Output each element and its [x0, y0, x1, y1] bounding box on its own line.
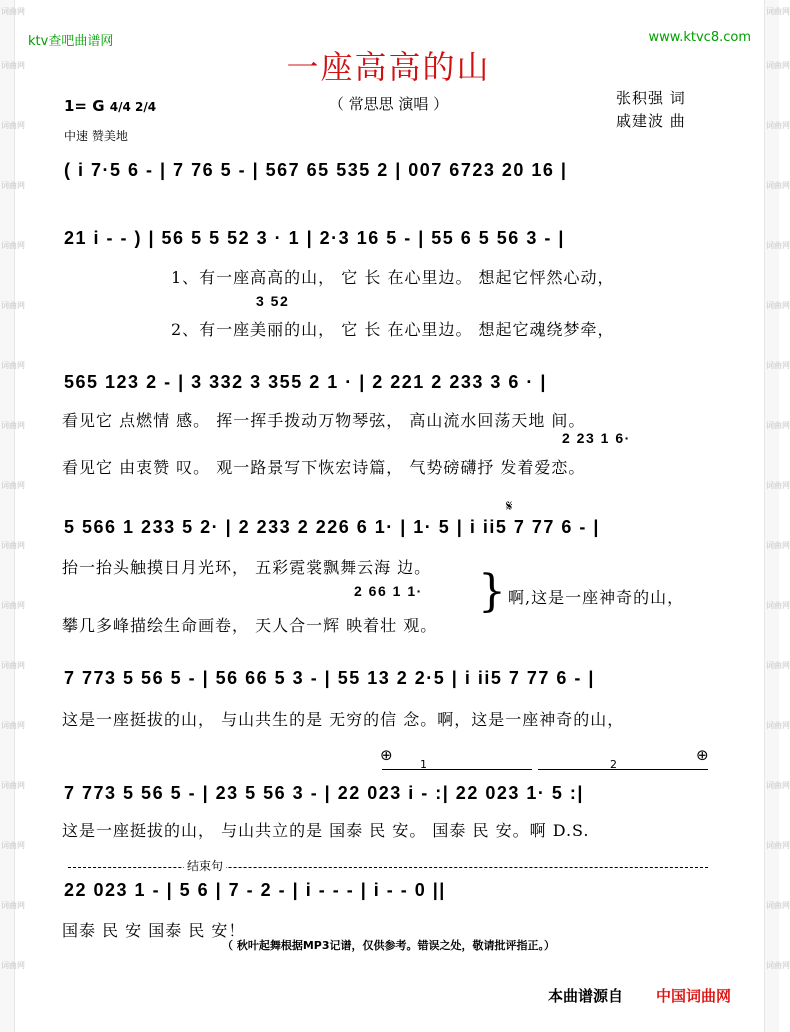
lyric-line: 这是一座挺拔的山， 与山共立的是 国泰 民 安。 国泰 民 安。啊 D.S.	[62, 821, 590, 840]
composer: 戚建波 曲	[616, 112, 686, 130]
tempo-marking: 中速 赞美地	[64, 129, 128, 143]
watermark: 词曲网	[1, 541, 25, 550]
watermark: 词曲网	[766, 481, 790, 490]
key-signature	[64, 97, 156, 115]
watermark: 词曲网	[766, 901, 790, 910]
lyric-line: 这是一座挺拔的山， 与山共生的是 无穷的信 念。啊，这是一座神奇的山，	[62, 710, 625, 729]
lyric-line: 攀几多峰描绘生命画卷， 天人合一辉 映着壮 观。	[62, 616, 438, 635]
watermark: 词曲网	[1, 841, 25, 850]
song-title: 一座高高的山	[286, 48, 491, 86]
watermark: 词曲网	[1, 781, 25, 790]
lyric-line: 国泰 民 安 国泰 民 安！	[62, 921, 246, 940]
notation-row: ( i 7·5 6 - | 7 76 5 - | 567 65 535 2 | 007 6723 20 16 |	[64, 160, 568, 180]
watermark: 词曲网	[766, 961, 790, 970]
coda-mark: ⊕	[380, 746, 393, 764]
watermark: 词曲网	[1, 601, 25, 610]
watermark: 词曲网	[1, 481, 25, 490]
watermark: 词曲网	[1, 361, 25, 370]
source-site: 中国词曲网	[656, 987, 732, 1005]
watermark: 词曲网	[766, 661, 790, 670]
performer: （ 常思思 演唱 ）	[328, 95, 449, 113]
alternate-note: 3 52	[256, 293, 290, 309]
lyric-line: 看见它 由衷赞 叹。 观一路景写下恢宏诗篇， 气势磅礴抒 发着爱恋。	[62, 458, 586, 477]
lyric-line: 抬一抬头触摸日月光环， 五彩霓裳飘舞云海 边。	[62, 558, 432, 577]
watermark: 词曲网	[1, 961, 25, 970]
watermark: 词曲网	[1, 901, 25, 910]
time-signature: 4/4 2/4	[109, 100, 157, 114]
watermark: 词曲网	[766, 541, 790, 550]
watermark: 词曲网	[766, 421, 790, 430]
watermark: 词曲网	[1, 301, 25, 310]
brace-mark: }	[478, 566, 506, 617]
volta-line-2	[538, 769, 708, 770]
site-right-label: www.ktvc8.com	[648, 30, 751, 45]
watermark: 词曲网	[1, 661, 25, 670]
watermark: 词曲网	[1, 7, 25, 16]
volta-line-1	[382, 769, 532, 770]
watermark: 词曲网	[766, 181, 790, 190]
right-margin-strip	[764, 0, 790, 1032]
lyric-line: 2、有一座美丽的山， 它 长 在心里边。 想起它魂绕梦牵，	[171, 320, 615, 339]
notation-row: 565 123 2 - | 3 332 3 355 2 1 · | 2 221 2 233 3 6 · |	[64, 372, 547, 392]
footer-note: （ 秋叶起舞根据MP3记谱，仅供参考。错误之处，敬请批评指正。）	[222, 939, 555, 952]
watermark: 词曲网	[1, 61, 25, 70]
watermark: 词曲网	[766, 601, 790, 610]
volta-2-label: 2	[610, 758, 617, 771]
watermark: 词曲网	[766, 301, 790, 310]
notation-row: 21 i - - ) | 56 5 5 52 3 · 1 | 2·3 16 5 - | 55 6 5 56 3 - |	[64, 228, 565, 248]
alternate-note: 2 23 1 6·	[562, 430, 631, 446]
left-margin-strip	[0, 0, 25, 1032]
watermark: 词曲网	[766, 841, 790, 850]
notation-row: 5 566 1 233 5 2· | 2 233 2 226 6 1· | 1· 5 | i ii5 7 77 6 - |	[64, 517, 600, 537]
volta-1-label: 1	[420, 758, 427, 771]
watermark: 词曲网	[766, 121, 790, 130]
watermark: 词曲网	[766, 361, 790, 370]
watermark: 词曲网	[766, 721, 790, 730]
watermark: 词曲网	[1, 241, 25, 250]
lyric-line: 看见它 点燃情 感。 挥一挥手拨动万物琴弦， 高山流水回荡天地 间。	[62, 411, 586, 430]
site-left-label: ktv查吧曲谱网	[28, 34, 114, 49]
watermark: 词曲网	[1, 721, 25, 730]
watermark: 词曲网	[766, 7, 790, 16]
watermark: 词曲网	[1, 181, 25, 190]
lyric-line: 啊,这是一座神奇的山，	[508, 588, 685, 607]
coda-mark: ⊕	[696, 746, 709, 764]
watermark: 词曲网	[1, 121, 25, 130]
segno-mark: 𝄋	[506, 497, 513, 515]
ending-label: 结束句	[184, 857, 226, 874]
notation-row: 22 023 1 - | 5 6 | 7 - 2 - | i - - - | i - - 0 ||	[64, 880, 446, 900]
watermark: 词曲网	[766, 781, 790, 790]
notation-row: 7 773 5 56 5 - | 56 66 5 3 - | 55 13 2 2·5 | i ii5 7 77 6 - |	[64, 668, 595, 688]
notation-row: 7 773 5 56 5 - | 23 5 56 3 - | 22 023 i - :| 22 023 1· 5 :|	[64, 783, 584, 803]
lyricist: 张积强 词	[616, 89, 686, 107]
ending-line	[68, 867, 708, 869]
key-text: 1= G	[64, 97, 105, 115]
score-sheet	[16, 0, 761, 1032]
source-label: 本曲谱源自	[548, 987, 624, 1005]
watermark: 词曲网	[1, 421, 25, 430]
watermark: 词曲网	[766, 241, 790, 250]
watermark: 词曲网	[766, 61, 790, 70]
alternate-note: 2 66 1 1·	[354, 583, 423, 599]
lyric-line: 1、有一座高高的山， 它 长 在心里边。 想起它怦然心动，	[171, 268, 615, 287]
